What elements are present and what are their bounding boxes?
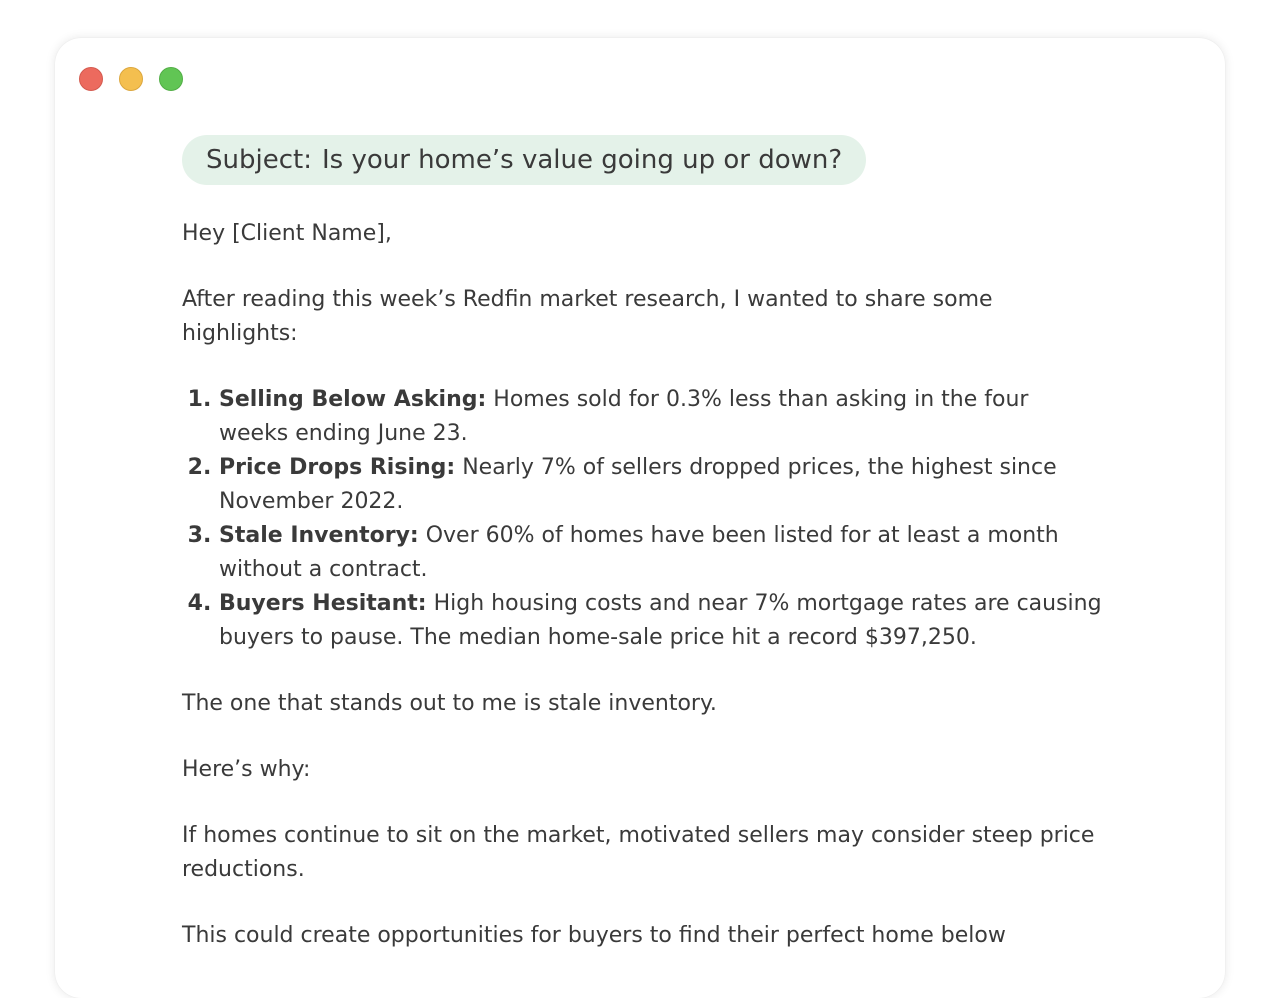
email-window [55,38,1225,998]
opportunity-paragraph: This could create opportunities for buyers to find their perfect home below [182,923,1006,948]
highlight-title: Selling Below Asking: [219,387,487,412]
highlight-text: Nearly 7% of sellers dropped prices, the highest since November 2022. [219,455,1057,514]
greeting: Hey [Client Name], [182,221,392,246]
highlight-text: Over 60% of homes have been listed for at least a month without a contract. [219,523,1059,582]
list-item [219,383,1102,451]
highlight-title: Buyers Hesitant: [219,591,427,616]
highlight-title: Stale Inventory: [219,523,419,548]
reason-paragraph: If homes continue to sit on the market, motivated sellers may consider steep price reductions. [182,823,1095,882]
highlight-text: High housing costs and near 7% mortgage rates are causing buyers to pause. The median home-sale price hit a record $397,250. [219,591,1102,650]
minimize-window-button[interactable] [119,67,143,91]
zoom-window-button[interactable] [159,67,183,91]
subject-label: Subject: [206,145,312,175]
highlight-text: Homes sold for 0.3% less than asking in the four weeks ending June 23. [219,387,1029,446]
list-item [219,519,1102,587]
highlights-list [182,383,1102,655]
list-item [219,587,1102,655]
window-controls [79,67,183,91]
close-window-button[interactable] [79,67,103,91]
why-paragraph: Here’s why: [182,757,311,782]
email-body [182,135,1102,953]
highlight-title: Price Drops Rising: [219,455,456,480]
list-item [219,451,1102,519]
standout-paragraph: The one that stands out to me is stale inventory. [182,691,717,716]
intro-paragraph: After reading this week’s Redfin market research, I wanted to share some highlights: [182,287,993,346]
subject-line [182,135,866,185]
subject-text: Is your home’s value going up or down? [321,145,843,175]
